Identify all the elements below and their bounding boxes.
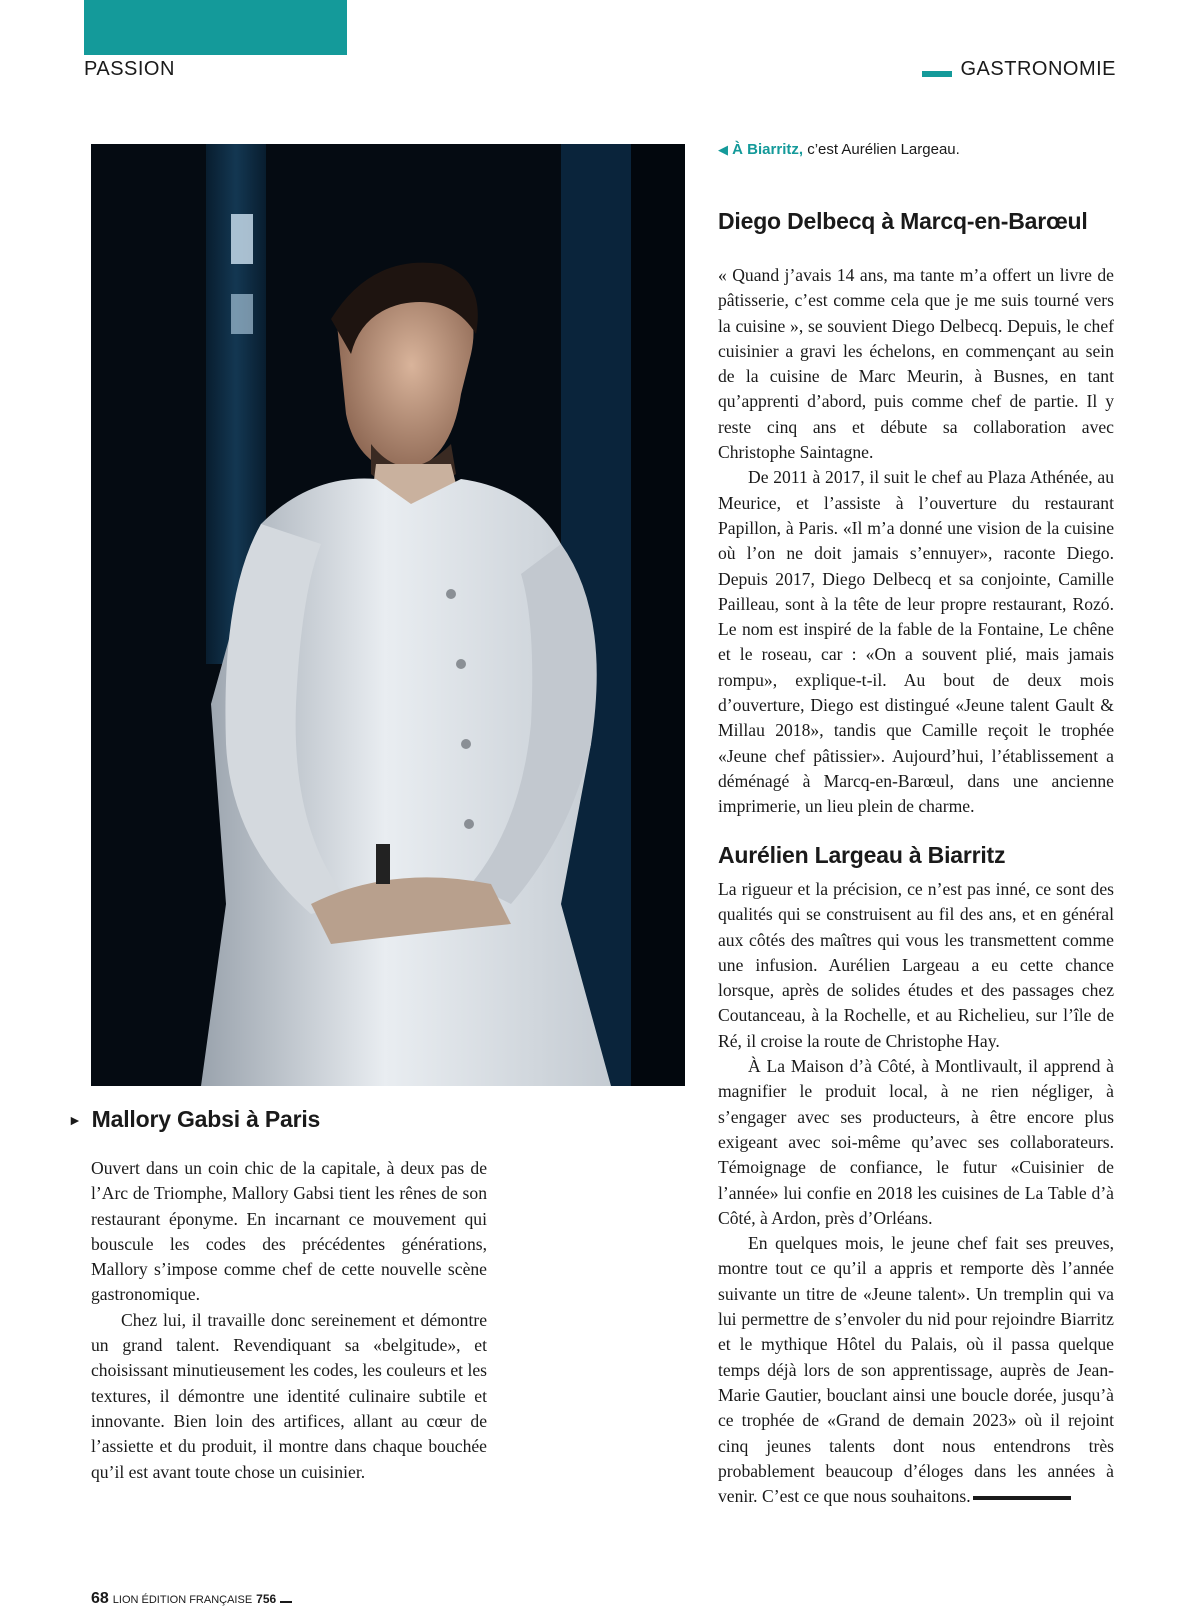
paragraph: À La Maison d’à Côté, à Montlivault, il apprend à magnifier le produit local, à ne rien négliger, à s’engager avec ses producteurs, à être encore plus exigeant avec soi-même qu’avec ses collaborateurs. Témoignage de confiance, le futur «Cuisinier de l’année» lui confie en 2018 les cuisines de La Table d’à Côté, à Ardon, près d’Orléans. bbox=[718, 1056, 1114, 1228]
paragraph-text: En quelques mois, le jeune chef fait ses preuves, montre tout ce qu’il a appris et remporte dès l’année suivante un titre de «Jeune talent». Un tremplin qui va lui permettre de s’envoler du nid pour rejoindre Biarritz et le mythique Hôtel du Palais, où il passa quelque temps déjà lors de son apprentissage, auprès de Jean-Marie Gautier, bouclant ainsi une boucle dorée, jusqu’à ce trophée de «Grand de demain 2023» où il rejoint cinq jeunes talents dont nous entendrons très probablement beaucoup d’éloges dans les années à venir. C’est ce que nous souhaitons. bbox=[718, 1233, 1114, 1507]
page-footer bbox=[91, 1590, 292, 1608]
triangle-bullet-icon: ► bbox=[68, 1111, 82, 1128]
footer-dash bbox=[280, 1601, 292, 1603]
issue-number: 756 bbox=[256, 1592, 277, 1606]
paragraph: Chez lui, il travaille donc sereinement et démontre un grand talent. Revendiquant sa «belgitude», et choisissant minutieusement les codes, les couleurs et les textures, il démontre une identité culinaire subtile et innovante. Bien loin des artifices, allant au cœur de l’assiette et du produit, il montre dans chaque bouchée qu’il est avant toute chose un cuisinier. bbox=[91, 1309, 487, 1482]
article-column-mallory bbox=[91, 1156, 487, 1485]
chef-portrait-illustration bbox=[91, 144, 685, 1086]
section-heading-aurelien: Aurélien Largeau à Biarritz bbox=[718, 842, 1006, 868]
rubric-right-label: GASTRONOMIE bbox=[960, 58, 1116, 80]
header-accent-bar bbox=[84, 0, 347, 55]
page-number: 68 bbox=[91, 1590, 109, 1607]
paragraph: « Quand j’avais 14 ans, ma tante m’a offert un livre de pâtisserie, c’est comme cela que je me suis tourné vers la cuisine », se souvient Diego Delbecq. Depuis, le chef cuisinier a gravi les échelons, en commençant au sein de la cuisine de Marc Meurin, à Busnes, en tant qu’apprenti d’abord, puis comme chef de partie. Il y reste cinq ans et débute sa collaboration avec Christophe Saintagne. bbox=[718, 265, 1114, 463]
section-heading-diego: Diego Delbecq à Marcq-en-Barœul bbox=[718, 208, 1088, 234]
caption-lead: À Biarritz, bbox=[732, 141, 804, 158]
rubric-left: PASSION bbox=[84, 58, 175, 80]
rubric-right bbox=[922, 58, 1116, 81]
paragraph-final bbox=[718, 1231, 1114, 1509]
paragraph: De 2011 à 2017, il suit le chef au Plaza Athénée, au Meurice, et l’assiste à l’ouverture du restaurant Papillon, à Paris. «Il m’a donné une vision de la cuisine où l’on ne doit jamais s’ennuyer», raconte Diego. Depuis 2017, Diego Delbecq et sa conjointe, Camille Pailleau, sont à la tête de leur propre restaurant, Rozó. Le nom est inspiré de la fable de la Fontaine, Le chêne et le roseau, car : «On a souvent plié, mais jamais rompu», explique-t-il. Au bout de deux mois d’ouverture, Diego est distingué «Jeune talent Gault & Millau 2018», tandis que Camille reçoit le trophée «Jeune chef pâtissier». Aujourd’hui, l’établissement a déménagé à Marcq-en-Barœul, dans une ancienne imprimerie, un lieu plein de charme. bbox=[718, 467, 1114, 817]
end-of-article-rule bbox=[973, 1496, 1071, 1500]
photo-caption bbox=[718, 141, 960, 158]
section-heading-mallory bbox=[68, 1106, 320, 1133]
chef-portrait-photo bbox=[91, 144, 685, 1086]
publication-name: LION ÉDITION FRANÇAISE bbox=[112, 1594, 253, 1606]
article-column-aurelien bbox=[718, 877, 1114, 1509]
article-column-diego bbox=[718, 263, 1114, 820]
paragraph: Ouvert dans un coin chic de la capitale, à deux pas de l’Arc de Triomphe, Mallory Gabsi tient les rênes de son restaurant éponyme. En incarnant ce mouvement qui bouscule les codes des précédentes générations, Mallory s’impose comme chef de cette nouvelle scène gastronomique. bbox=[91, 1158, 487, 1305]
section-heading-mallory-text: Mallory Gabsi à Paris bbox=[91, 1106, 321, 1132]
caption-arrow-icon: ◀ bbox=[718, 142, 728, 157]
rubric-marker bbox=[922, 71, 952, 77]
caption-text: c’est Aurélien Largeau. bbox=[803, 141, 960, 158]
paragraph: La rigueur et la précision, ce n’est pas inné, ce sont des qualités qui se construisent au fil des ans, et en général aux côtés des maîtres qui vous les transmettent comme une infusion. Aurélien Largeau a eu cette chance lorsque, après de solides études et des passages chez Coutanceau, à la Rochelle, et au Richelieu, sur l’île de Ré, il croise la route de Christophe Hay. bbox=[718, 879, 1114, 1051]
